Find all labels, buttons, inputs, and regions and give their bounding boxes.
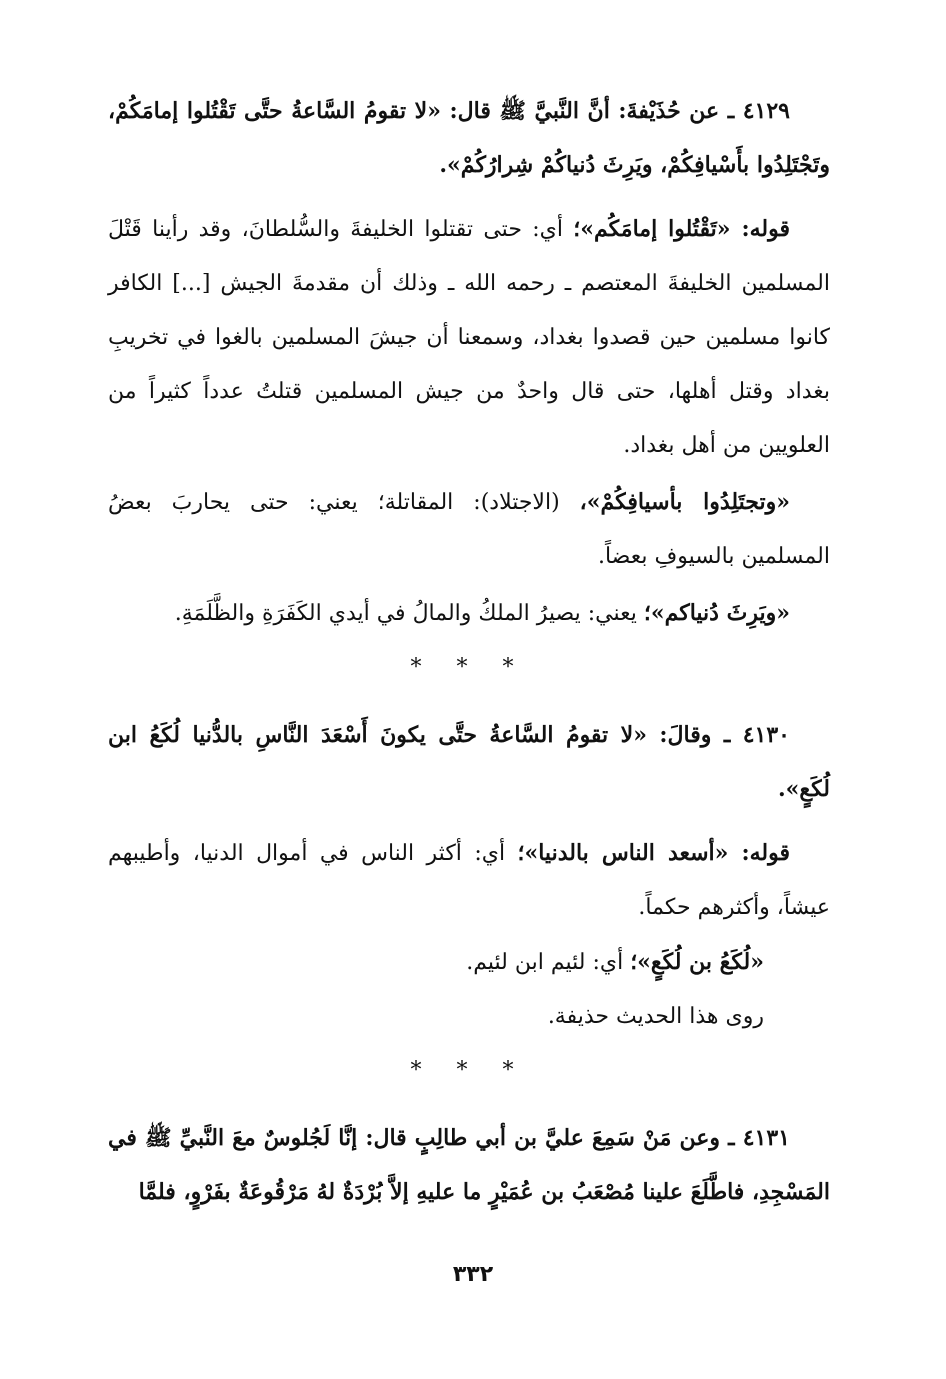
commentary-4130-narrator: روى هذا الحديث حذيفة. bbox=[547, 1004, 764, 1029]
hadith-4131 bbox=[108, 1111, 830, 1219]
commentary-4130-p2-lead: «لُكَعُ بن لُكَعٍ»؛ bbox=[630, 949, 764, 975]
commentary-4129-p1-rest: أي: حتى تقتلوا الخليفةَ والسُّلطانَ، وقد رأينا قَتْلَ المسلمين الخليفةَ المعتصم ـ رحمه الله ـ وذلك أن مقدمةَ الجيش [...] الكافر كانوا مسلمين حين قصدوا بغداد، وسمعنا أن جيشَ المسلمين بالغوا في تخريبِ بغداد وقتل أهلها، حتى قال واحدٌ من جيش المسلمين قتلتُ عدداً كثيراً من العلويين من أهل بغداد. bbox=[108, 217, 830, 458]
commentary-4130-p1-lead: قوله: «أسعد الناس بالدنيا»؛ bbox=[517, 840, 790, 866]
hadith-4130-text: ٤١٣٠ ـ وقالَ: «لا تقومُ السَّاعةُ حتَّى يكونَ أَسْعَدَ النَّاسِ بالدُّنيا لُكَعُ ابن لُكَعٍ». bbox=[108, 722, 830, 802]
commentary-4129-p1-lead: قوله: «تَقْتُلوا إمامَكُم»؛ bbox=[573, 216, 791, 242]
hadith-4129-text: ٤١٢٩ ـ عن حُذَيْفةَ: أنَّ النَّبيَّ ﷺ قال: «لا تقومُ السَّاعةُ حتَّى تَقْتُلوا إمامَكُمْ، وتَجْتَلِدُوا بأَسْيافِكُمْ، ويَرِثَ دُنياكُمْ شِرارُكُمْ». bbox=[108, 98, 830, 178]
commentary-4130-p1-rest: أي: أكثر الناس في أموال الدنيا، وأطيبهم عيشاً، وأكثرهم حكماً. bbox=[108, 841, 830, 920]
hadith-4131-text: ٤١٣١ ـ وعن مَنْ سَمِعَ عليَّ بن أبي طالِبٍ قال: إنَّا لَجُلوسٌ معَ النَّبيِّ ﷺ في المَسْجِدِ، فاطَّلَعَ علينا مُصْعَبُ بن عُمَيْرٍ ما عليهِ إلاَّ بُرْدَةٌ لهُ مَرْقُوعَةٌ بفَرْوٍ، فلمَّا bbox=[108, 1125, 830, 1205]
commentary-4129-p2-rest: (الاجتلاد): المقاتلة؛ يعني: حتى يحاربَ بعضُ المسلمين بالسيوفِ بعضاً. bbox=[108, 490, 830, 569]
hadith-4129 bbox=[108, 84, 830, 192]
commentary-4130-p2-rest: أي: لئيم ابن لئيم. bbox=[466, 950, 631, 975]
commentary-4130-p1 bbox=[108, 826, 830, 935]
commentary-4129-p2 bbox=[108, 475, 830, 584]
page-number: ٣٣٢ bbox=[452, 1262, 494, 1287]
hadith-4130 bbox=[108, 708, 830, 816]
commentary-4129-p3-lead: «ويَرِثَ دُنياكم»؛ bbox=[643, 600, 790, 626]
section-separator-2: * * * bbox=[410, 1058, 528, 1083]
commentary-4129-p2-lead: «وتجتَلِدُوا بأسيافِكُمْ»، bbox=[579, 489, 790, 515]
commentary-4129-p1 bbox=[108, 202, 830, 473]
page-body bbox=[108, 84, 830, 1219]
commentary-4129-p3 bbox=[108, 586, 830, 641]
commentary-4130-p2 bbox=[108, 935, 830, 990]
commentary-4129-p3-rest: يعني: يصيرُ الملكُ والمالُ في أيدي الكَفَرَةِ والظَّلَمَةِ. bbox=[174, 601, 644, 626]
section-separator-1: * * * bbox=[410, 655, 528, 680]
